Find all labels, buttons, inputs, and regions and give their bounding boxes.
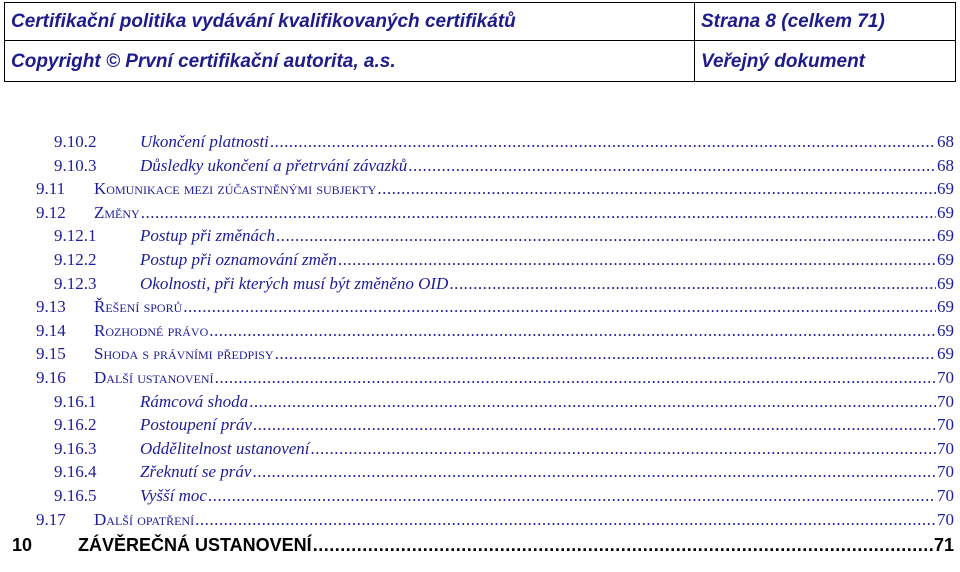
toc-dot-leader xyxy=(253,413,936,436)
header-divider-horizontal xyxy=(5,40,955,41)
toc-entry-page: 68 xyxy=(937,132,954,151)
document-classification: Veřejný dokument xyxy=(701,51,866,72)
toc-entry-number: 9.12.1 xyxy=(54,226,97,246)
toc-entry[interactable] xyxy=(36,319,954,342)
toc-entry[interactable] xyxy=(54,248,954,271)
toc-entry-page: 70 xyxy=(937,486,954,505)
toc-entry-title: Změny xyxy=(94,202,140,222)
toc-dot-leader xyxy=(141,201,936,224)
toc-entry-number: 9.16.5 xyxy=(54,486,97,505)
toc-entry-page: 69 xyxy=(937,297,954,317)
toc-entry-title: Shoda s právními předpisy xyxy=(94,344,274,364)
toc-entry-page: 69 xyxy=(937,344,954,364)
document-title: Certifikační politika vydávání kvalifikovaných certifikátů xyxy=(11,11,516,32)
toc-entry[interactable] xyxy=(54,272,954,295)
toc-entry-page: 69 xyxy=(937,273,954,293)
toc-entry-title: Postoupení práv xyxy=(140,415,252,435)
toc-dot-leader xyxy=(276,224,936,247)
toc-entry-page: 69 xyxy=(937,250,954,269)
toc-dot-leader xyxy=(449,272,936,295)
toc-entry-title: Komunikace mezi zúčastněnými subjekty xyxy=(94,179,377,199)
toc-entry-page: 69 xyxy=(937,202,954,222)
toc-entry[interactable] xyxy=(54,154,954,177)
toc-entry-title: Postup při oznamování změn xyxy=(140,250,337,269)
toc-entry-number: 9.14 xyxy=(36,320,66,340)
toc-entry-title: Zřeknutí se práv xyxy=(140,462,252,482)
toc-entry-number: 9.17 xyxy=(36,509,66,529)
header-divider-vertical xyxy=(694,3,695,81)
toc-entry[interactable] xyxy=(54,130,954,153)
toc-entry[interactable] xyxy=(54,224,954,247)
toc-dot-leader xyxy=(338,248,936,271)
toc-entry-page: 70 xyxy=(937,391,954,411)
toc-dot-leader xyxy=(408,154,936,177)
toc-entry-page: 70 xyxy=(937,368,954,387)
toc-entry[interactable] xyxy=(54,484,954,507)
toc-entry-number: 10 xyxy=(12,535,33,556)
toc-entry-title: Oddělitelnost ustanovení xyxy=(140,438,310,458)
toc-entry[interactable] xyxy=(36,508,954,531)
toc-entry-page: 69 xyxy=(937,320,954,340)
toc-entry-title: Další ustanovení xyxy=(94,368,214,387)
toc-entry-number: 9.12 xyxy=(36,202,66,222)
document-header xyxy=(4,2,956,82)
toc-entry[interactable] xyxy=(36,366,954,389)
toc-entry-title: ZÁVĚREČNÁ USTANOVENÍ xyxy=(78,535,312,556)
toc-entry-page: 70 xyxy=(937,438,954,458)
toc-entry-page: 69 xyxy=(937,179,954,199)
toc-entry[interactable] xyxy=(36,201,954,224)
toc-entry-number: 9.16.2 xyxy=(54,415,97,435)
toc-entry[interactable] xyxy=(54,437,954,460)
toc-entry-title: Okolnosti, při kterých musí být změněno OID xyxy=(140,273,449,293)
toc-entry-number: 9.10.3 xyxy=(54,155,97,175)
toc-entry[interactable] xyxy=(36,177,954,200)
toc-dot-leader xyxy=(311,437,936,460)
toc-entry-title: Řešení sporů xyxy=(94,297,183,317)
toc-entry-page: 71 xyxy=(933,535,954,556)
toc-entry-number: 9.12.2 xyxy=(54,250,97,269)
toc-entry[interactable] xyxy=(54,460,954,483)
toc-dot-leader xyxy=(313,534,933,557)
toc-dot-leader xyxy=(195,508,936,531)
toc-entry-number: 9.16.4 xyxy=(54,462,97,482)
toc-entry-page: 70 xyxy=(937,462,954,482)
toc-dot-leader xyxy=(249,390,936,413)
toc-entry-title: Vyšší moc xyxy=(140,486,207,505)
toc-entry-title: Důsledky ukončení a přetrvání závazků xyxy=(140,155,408,175)
toc-dot-leader xyxy=(270,130,936,153)
toc-entry[interactable] xyxy=(36,295,954,318)
toc-entry[interactable] xyxy=(54,413,954,436)
toc-entry[interactable] xyxy=(36,342,954,365)
toc-dot-leader xyxy=(209,319,936,342)
toc-entry-number: 9.16.1 xyxy=(54,391,97,411)
toc-entry[interactable] xyxy=(12,534,954,557)
copyright-notice: Copyright © První certifikační autorita, a.s. xyxy=(11,51,396,72)
toc-entry-number: 9.10.2 xyxy=(54,132,97,151)
toc-entry-page: 68 xyxy=(937,155,954,175)
toc-entry-page: 70 xyxy=(937,509,954,529)
toc-entry-number: 9.15 xyxy=(36,344,66,364)
toc-entry-number: 9.12.3 xyxy=(54,273,97,293)
toc-dot-leader xyxy=(183,295,936,318)
toc-entry-number: 9.13 xyxy=(36,297,66,317)
page-indicator: Strana 8 (celkem 71) xyxy=(701,11,885,32)
toc-dot-leader xyxy=(215,366,936,389)
toc-entry-number: 9.11 xyxy=(36,179,66,199)
toc-entry-title: Ukončení platnosti xyxy=(140,132,269,151)
toc-entry-title: Rozhodné právo xyxy=(94,320,209,340)
toc-dot-leader xyxy=(208,484,936,507)
toc-entry-title: Rámcová shoda xyxy=(140,391,249,411)
toc-entry-number: 9.16.3 xyxy=(54,438,97,458)
toc-dot-leader xyxy=(252,460,936,483)
toc-entry[interactable] xyxy=(54,390,954,413)
toc-entry-number: 9.16 xyxy=(36,368,66,387)
toc-dot-leader xyxy=(275,342,936,365)
toc-entry-page: 70 xyxy=(937,415,954,435)
toc-entry-page: 69 xyxy=(937,226,954,246)
toc-entry-title: Další opatření xyxy=(94,509,195,529)
toc-entry-title: Postup při změnách xyxy=(140,226,276,246)
toc-dot-leader xyxy=(377,177,936,200)
